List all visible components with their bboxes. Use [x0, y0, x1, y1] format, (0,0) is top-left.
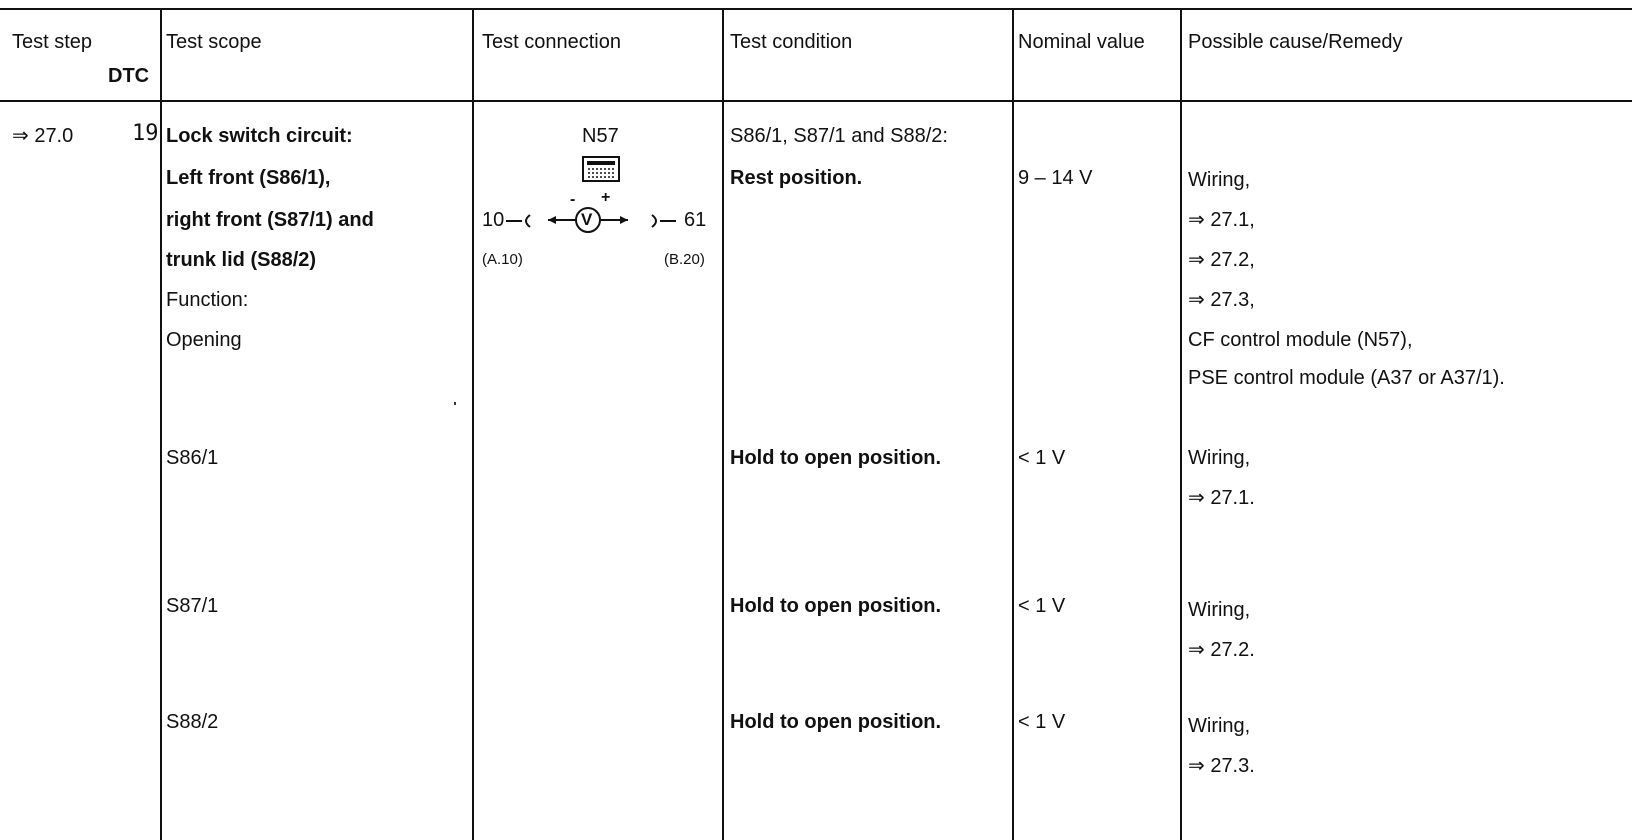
- subrow-condition: Hold to open position.: [730, 447, 942, 469]
- subrow-remedy-line: Wiring,: [1188, 599, 1251, 621]
- subrow-nominal: < 1 V: [1018, 447, 1066, 469]
- voltmeter-plus: +: [601, 189, 611, 206]
- connection-module-label: N57: [582, 125, 619, 147]
- subrow-scope: S87/1: [166, 595, 219, 617]
- voltmeter-symbol: V: [581, 210, 593, 229]
- test-step-number: ⇒ 27.0: [12, 125, 74, 147]
- connection-pin-right: 61: [684, 209, 707, 231]
- remedy-line: Wiring,: [1188, 169, 1251, 191]
- subrow-scope: S88/2: [166, 711, 219, 733]
- header-test-condition: Test condition: [730, 31, 853, 53]
- subrow-remedy-line: Wiring,: [1188, 715, 1251, 737]
- header-nominal-value: Nominal value: [1018, 31, 1145, 53]
- header-test-scope: Test scope: [166, 31, 262, 53]
- header-bottom-rule: [0, 100, 1632, 102]
- scope-title-line: Left front (S86/1),: [166, 167, 331, 189]
- connection-ref-right: (B.20): [664, 251, 705, 268]
- column-divider-connection: [472, 8, 474, 840]
- header-test-step: Test step: [12, 31, 93, 53]
- subrow-condition: Hold to open position.: [730, 711, 942, 733]
- subrow-condition: Hold to open position.: [730, 595, 942, 617]
- scope-title-line: right front (S87/1) and: [166, 209, 374, 231]
- voltmeter-minus: -: [570, 191, 576, 208]
- scope-title-line: trunk lid (S88/2): [166, 249, 317, 271]
- subrow-nominal: < 1 V: [1018, 711, 1066, 733]
- subrow-remedy-line: ⇒ 27.1.: [1188, 487, 1255, 509]
- column-divider-scope: [160, 8, 162, 840]
- column-divider-remedy: [1180, 8, 1182, 840]
- condition-switches: S86/1, S87/1 and S88/2:: [730, 125, 948, 147]
- nominal-value-main: 9 – 14 V: [1018, 167, 1093, 189]
- remedy-line: ⇒ 27.2,: [1188, 249, 1255, 271]
- scan-speck: [454, 402, 456, 405]
- remedy-line: CF control module (N57),: [1188, 329, 1413, 351]
- column-divider-condition: [722, 8, 724, 840]
- condition-rest-position: Rest position.: [730, 167, 863, 189]
- scope-title-line: Lock switch circuit:: [166, 125, 353, 147]
- scope-function-value: Opening: [166, 329, 242, 351]
- subrow-remedy-line: ⇒ 27.2.: [1188, 639, 1255, 661]
- voltmeter-icon: [538, 190, 648, 236]
- remedy-line: ⇒ 27.3,: [1188, 289, 1255, 311]
- dtc-code: 19: [132, 121, 159, 146]
- probe-right-icon: [646, 212, 676, 232]
- remedy-line: ⇒ 27.1,: [1188, 209, 1255, 231]
- header-dtc: DTC: [108, 65, 150, 87]
- probe-left-icon: [506, 212, 536, 232]
- subrow-remedy-line: Wiring,: [1188, 447, 1251, 469]
- subrow-remedy-line: ⇒ 27.3.: [1188, 755, 1255, 777]
- table-top-rule: [0, 8, 1632, 10]
- header-possible-cause: Possible cause/Remedy: [1188, 31, 1403, 53]
- column-divider-nominal: [1012, 8, 1014, 840]
- header-test-connection: Test connection: [482, 31, 621, 53]
- connection-ref-left: (A.10): [482, 251, 523, 268]
- connection-pin-left: 10: [482, 209, 505, 231]
- subrow-nominal: < 1 V: [1018, 595, 1066, 617]
- control-module-icon: [582, 156, 620, 182]
- scope-function-label: Function:: [166, 289, 249, 311]
- remedy-line: PSE control module (A37 or A37/1).: [1188, 367, 1505, 389]
- subrow-scope: S86/1: [166, 447, 219, 469]
